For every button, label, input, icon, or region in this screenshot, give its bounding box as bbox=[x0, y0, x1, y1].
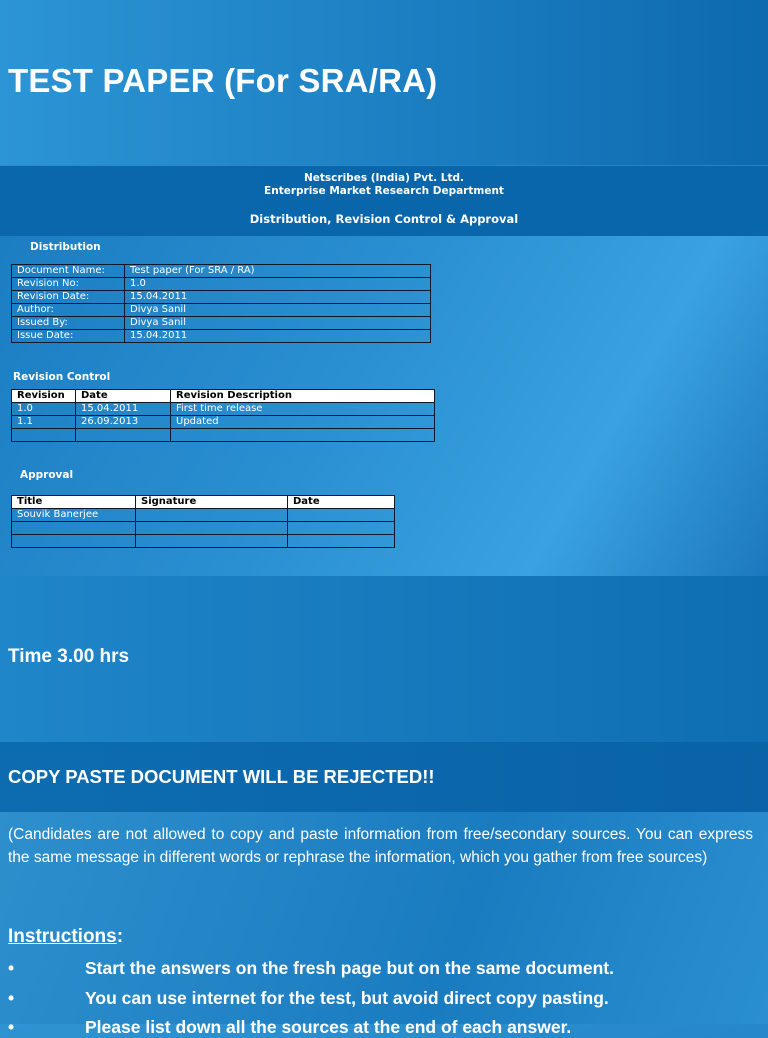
instructions-heading bbox=[8, 926, 123, 948]
distribution-value: 15.04.2011 bbox=[125, 330, 431, 343]
table-cell bbox=[288, 535, 395, 548]
table-cell: 26.09.2013 bbox=[76, 416, 171, 429]
table-cell bbox=[171, 429, 435, 442]
table-cell: Updated bbox=[171, 416, 435, 429]
bullet-icon: • bbox=[8, 988, 15, 1008]
distribution-value: Divya Sanil bbox=[125, 317, 431, 330]
column-header: Revision Description bbox=[171, 390, 435, 403]
company-name: Netscribes (India) Pvt. Ltd. bbox=[304, 172, 464, 184]
distribution-table bbox=[11, 264, 431, 343]
distribution-value: 15.04.2011 bbox=[125, 291, 431, 304]
table-cell: 15.04.2011 bbox=[76, 403, 171, 416]
column-header: Title bbox=[12, 496, 136, 509]
approval-table bbox=[11, 495, 395, 548]
distribution-label: Distribution bbox=[30, 241, 101, 253]
page-title: TEST PAPER (For SRA/RA) bbox=[8, 62, 438, 99]
table-cell bbox=[288, 509, 395, 522]
instructions-heading-text: Instructions bbox=[8, 926, 117, 947]
table-cell: 1.1 bbox=[12, 416, 76, 429]
distribution-value: Test paper (For SRA / RA) bbox=[125, 265, 431, 278]
table-row bbox=[12, 291, 431, 304]
instruction-text: Please list down all the sources at the end of each answer. bbox=[85, 1017, 572, 1037]
column-header: Date bbox=[288, 496, 395, 509]
table-row bbox=[12, 416, 435, 429]
table-row bbox=[12, 522, 395, 535]
table-cell bbox=[136, 509, 288, 522]
column-header: Date bbox=[76, 390, 171, 403]
table-row bbox=[12, 403, 435, 416]
column-header: Signature bbox=[136, 496, 288, 509]
table-row bbox=[12, 317, 431, 330]
time-limit: Time 3.00 hrs bbox=[8, 646, 130, 667]
column-header: Revision bbox=[12, 390, 76, 403]
table-cell bbox=[288, 522, 395, 535]
approval-label: Approval bbox=[20, 469, 74, 481]
distribution-key: Revision Date: bbox=[12, 291, 125, 304]
table-row bbox=[12, 330, 431, 343]
table-cell bbox=[76, 429, 171, 442]
distribution-key: Document Name: bbox=[12, 265, 125, 278]
copy-paste-warning: COPY PASTE DOCUMENT WILL BE REJECTED!! bbox=[8, 766, 435, 787]
instruction-text: Start the answers on the fresh page but on the same document. bbox=[85, 958, 614, 978]
distribution-value: 1.0 bbox=[125, 278, 431, 291]
revision-control-label: Revision Control bbox=[13, 371, 111, 383]
table-cell: Souvik Banerjee bbox=[12, 509, 136, 522]
table-row bbox=[12, 429, 435, 442]
table-row bbox=[12, 278, 431, 291]
table-cell bbox=[12, 522, 136, 535]
table-cell bbox=[136, 535, 288, 548]
department-name: Enterprise Market Research Department bbox=[264, 185, 504, 197]
table-cell bbox=[136, 522, 288, 535]
revision-control-table bbox=[11, 389, 435, 442]
table-cell: 1.0 bbox=[12, 403, 76, 416]
table-row bbox=[12, 509, 395, 522]
table-cell: First time release bbox=[171, 403, 435, 416]
bullet-icon: • bbox=[8, 958, 15, 978]
header-subtitle: Distribution, Revision Control & Approval bbox=[249, 212, 519, 226]
bullet-icon: • bbox=[8, 1017, 15, 1037]
table-row bbox=[12, 265, 431, 278]
table-row bbox=[12, 535, 395, 548]
table-cell bbox=[12, 535, 136, 548]
distribution-key: Issued By: bbox=[12, 317, 125, 330]
table-cell bbox=[12, 429, 76, 442]
distribution-key: Author: bbox=[12, 304, 125, 317]
instruction-text: You can use internet for the test, but avoid direct copy pasting. bbox=[85, 988, 609, 1008]
distribution-key: Issue Date: bbox=[12, 330, 125, 343]
distribution-value: Divya Sanil bbox=[125, 304, 431, 317]
distribution-key: Revision No: bbox=[12, 278, 125, 291]
table-row bbox=[12, 304, 431, 317]
instructions-heading-colon: : bbox=[116, 926, 124, 947]
copy-paste-note: (Candidates are not allowed to copy and paste information from free/secondary sources. You can express the same message in different words or rephrase the information, which you gather from free sources) bbox=[8, 826, 753, 866]
